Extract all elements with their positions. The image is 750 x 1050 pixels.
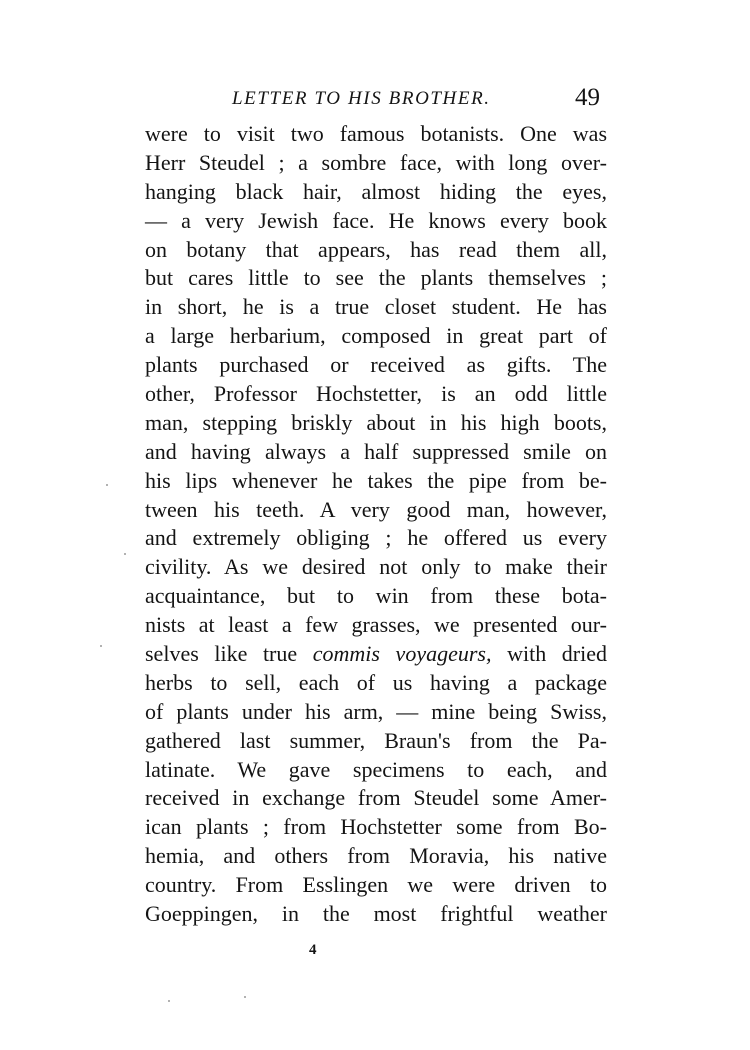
signature-mark: 4: [309, 942, 317, 958]
text-line: hemia, and others from Moravia, his native: [145, 843, 607, 869]
text-line: hanging black hair, almost hiding the eyes,: [145, 178, 607, 204]
text-line: other, Professor Hochstetter, is an odd little: [145, 381, 607, 407]
text-line: but cares little to see the plants themselves ;: [145, 265, 607, 291]
text-line: received in exchange from Steudel some Amer-: [145, 785, 607, 811]
italic-phrase: commis voyageurs,: [312, 641, 492, 667]
text-line: herbs to sell, each of us having a package: [145, 669, 607, 695]
text-line: of plants under his arm, — mine being Swiss,: [145, 698, 607, 724]
text-line: and extremely obliging ; he offered us every: [145, 525, 607, 551]
running-title: LETTER TO HIS BROTHER.: [232, 88, 491, 109]
paper-speck: [168, 1000, 170, 1002]
text-line: plants purchased or received as gifts. The: [145, 352, 607, 378]
text-line: — a very Jewish face. He knows every book: [145, 207, 607, 233]
page-number: 49: [575, 84, 600, 111]
paper-speck: [100, 645, 102, 647]
text-line: nists at least a few grasses, we presented our-: [145, 612, 607, 638]
text-line: Goeppingen, in the most frightful weather: [145, 901, 607, 927]
text-line: Herr Steudel ; a sombre face, with long over-: [145, 149, 607, 175]
text-line: acquaintance, but to win from these bota-: [145, 583, 607, 609]
text-line: a large herbarium, composed in great part of: [145, 323, 607, 349]
text-line: man, stepping briskly about in his high boots,: [145, 409, 607, 435]
text-line: gathered last summer, Braun's from the Pa-: [145, 727, 607, 753]
running-head: [146, 84, 606, 118]
text-line-with-italic: selves like true commis voyageurs, with dried: [145, 641, 607, 667]
paper-speck: [124, 553, 126, 555]
text-line: his lips whenever he takes the pipe from be-: [145, 467, 607, 493]
text-line: and having always a half suppressed smile on: [145, 438, 607, 464]
text-line: civility. As we desired not only to make their: [145, 554, 607, 580]
text-line: country. From Esslingen we were driven to: [145, 872, 607, 898]
text-line: on botany that appears, has read them all,: [145, 236, 607, 262]
body-text: [145, 120, 607, 929]
text-line: ican plants ; from Hochstetter some from Bo-: [145, 814, 607, 840]
paper-speck: [244, 996, 246, 998]
text-line: in short, he is a true closet student. He has: [145, 294, 607, 320]
text-line: were to visit two famous botanists. One was: [145, 121, 607, 146]
text-line: tween his teeth. A very good man, however,: [145, 496, 607, 522]
paper-speck: [106, 484, 108, 486]
text-line: latinate. We gave specimens to each, and: [145, 756, 607, 782]
